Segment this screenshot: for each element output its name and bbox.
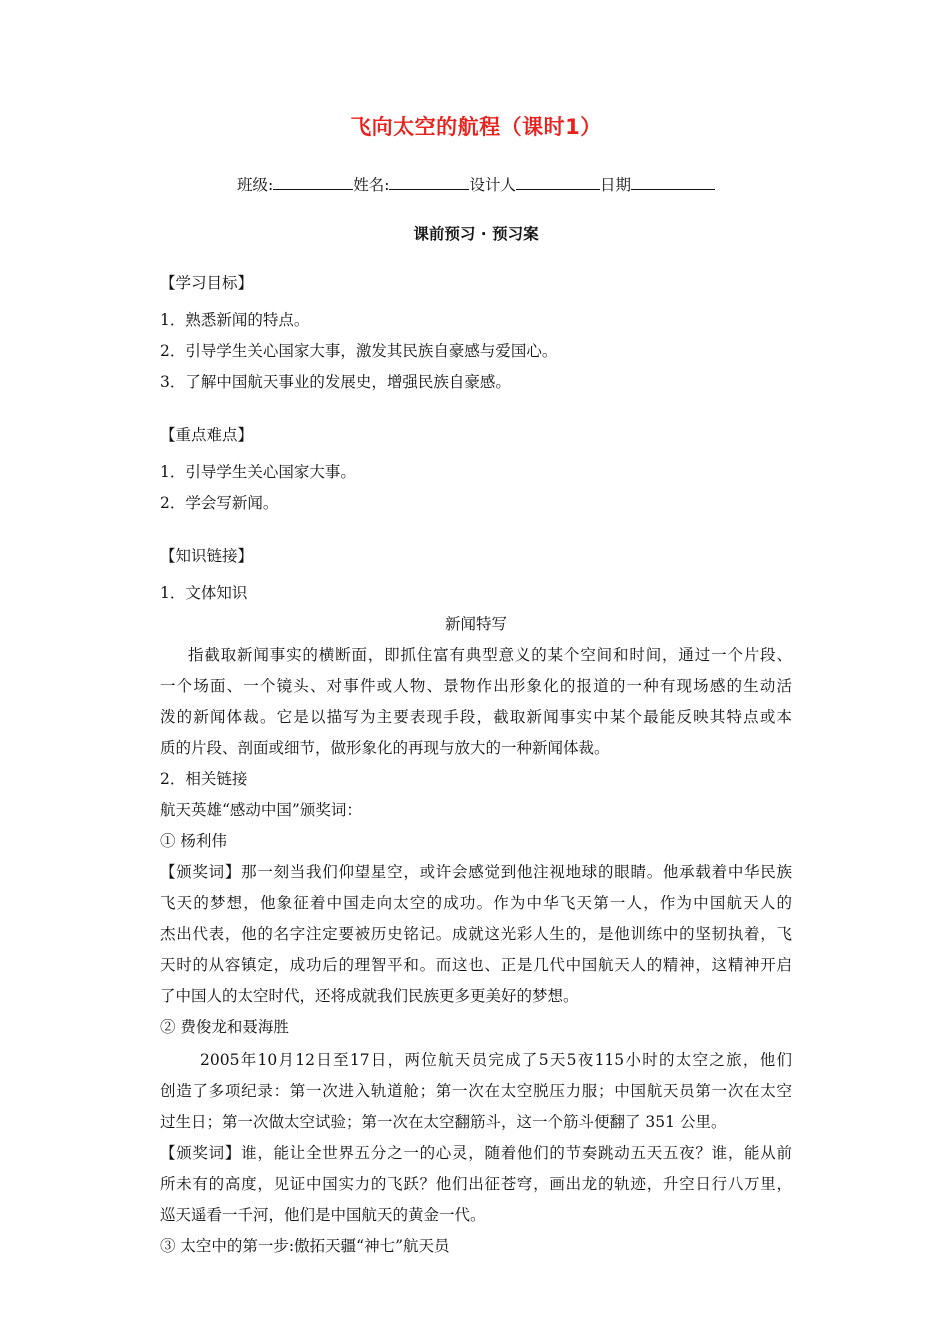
feature-title: 新闻特写 <box>444 615 507 633</box>
hero1-award-line: 【颁奖词】那一刻当我们仰望星空，或许会感觉到他注视地球的眼睛。他承载着中华民族 <box>160 863 792 881</box>
name-blank[interactable] <box>389 176 469 190</box>
hero3-name: ③ 太空中的第一步:傲拓天疆“神七”航天员 <box>160 1237 450 1255</box>
keypoint-item: 2．学会写新闻。 <box>160 494 279 512</box>
hero2-story-line: 创造了多项纪录：第一次进入轨道舱；第一次在太空脱压力服；中国航天员第一次在太空 <box>160 1082 792 1100</box>
name-label: 姓名: <box>353 176 390 194</box>
feature-paragraph-line: 一个场面、一个镜头、对事件或人物、景物作出形象化的报道的一种有现场感的生动活 <box>160 677 792 695</box>
hero1-award-line: 天时的从容镇定，成功后的理智平和。而这也、正是几代中国航天人的精神，这精神开启 <box>160 956 792 974</box>
section-heading: 课前预习 · 预习案 <box>413 225 539 243</box>
knowledge-sub2: 2．相关链接 <box>160 770 248 788</box>
goal-item: 2．引导学生关心国家大事，激发其民族自豪感与爱国心。 <box>160 342 558 360</box>
feature-paragraph-line: 指截取新闻事实的横断面，即抓住富有典型意义的某个空间和时间，通过一个片段、 <box>188 646 792 664</box>
knowledge-heading: 【知识链接】 <box>160 547 254 565</box>
hero1-award-line: 飞天的梦想，他象征着中国走向太空的成功。作为中华飞天第一人，作为中国航天人的 <box>160 894 792 912</box>
designer-blank[interactable] <box>516 176 600 190</box>
hero2-award-line: 所未有的高度，见证中国实力的飞跃？他们出征苍穹，画出龙的轨迹，升空日行八万里， <box>160 1175 792 1193</box>
keypoint-item: 1．引导学生关心国家大事。 <box>160 463 356 481</box>
designer-label: 设计人 <box>469 176 516 194</box>
hero2-story-line: 2005年10月12日至17日，两位航天员完成了5天5夜115小时的太空之旅，他们 <box>200 1051 792 1069</box>
class-label: 班级: <box>237 176 274 194</box>
document-title: 飞向太空的航程（课时1） <box>350 115 602 139</box>
goal-item: 3．了解中国航天事业的发展史，增强民族自豪感。 <box>160 373 511 391</box>
hero1-award-line: 了中国人的太空时代，还将成就我们民族更多更美好的梦想。 <box>160 987 579 1005</box>
hero2-award-line: 巡天遥看一千河，他们是中国航天的黄金一代。 <box>160 1206 486 1224</box>
hero2-name: ② 费俊龙和聂海胜 <box>160 1018 289 1036</box>
student-info-line <box>160 173 792 195</box>
class-blank[interactable] <box>273 176 353 190</box>
award-intro: 航天英雄“感动中国”颁奖词： <box>160 801 362 819</box>
hero2-story-line: 过生日；第一次做太空试验；第一次在太空翻筋斗，这一个筋斗便翻了 351 公里。 <box>160 1113 727 1131</box>
keypoints-heading: 【重点难点】 <box>160 426 254 444</box>
goal-item: 1．熟悉新闻的特点。 <box>160 311 310 329</box>
feature-paragraph-line: 质的片段、剖面或细节，做形象化的再现与放大的一种新闻体裁。 <box>160 739 610 757</box>
hero1-name: ① 杨利伟 <box>160 832 227 850</box>
goals-heading: 【学习目标】 <box>160 274 254 292</box>
hero1-award-line: 杰出代表，他的名字注定要被历史铭记。成就这光彩人生的，是他训练中的坚韧执着，飞 <box>160 925 792 943</box>
date-blank[interactable] <box>631 176 715 190</box>
knowledge-sub1: 1．文体知识 <box>160 584 248 602</box>
feature-paragraph-line: 泼的新闻体裁。它是以描写为主要表现手段，截取新闻事实中某个最能反映其特点或本 <box>160 708 792 726</box>
hero2-award-line: 【颁奖词】谁，能让全世界五分之一的心灵，随着他们的节奏跳动五天五夜？谁，能从前 <box>160 1144 792 1162</box>
date-label: 日期 <box>599 176 631 194</box>
